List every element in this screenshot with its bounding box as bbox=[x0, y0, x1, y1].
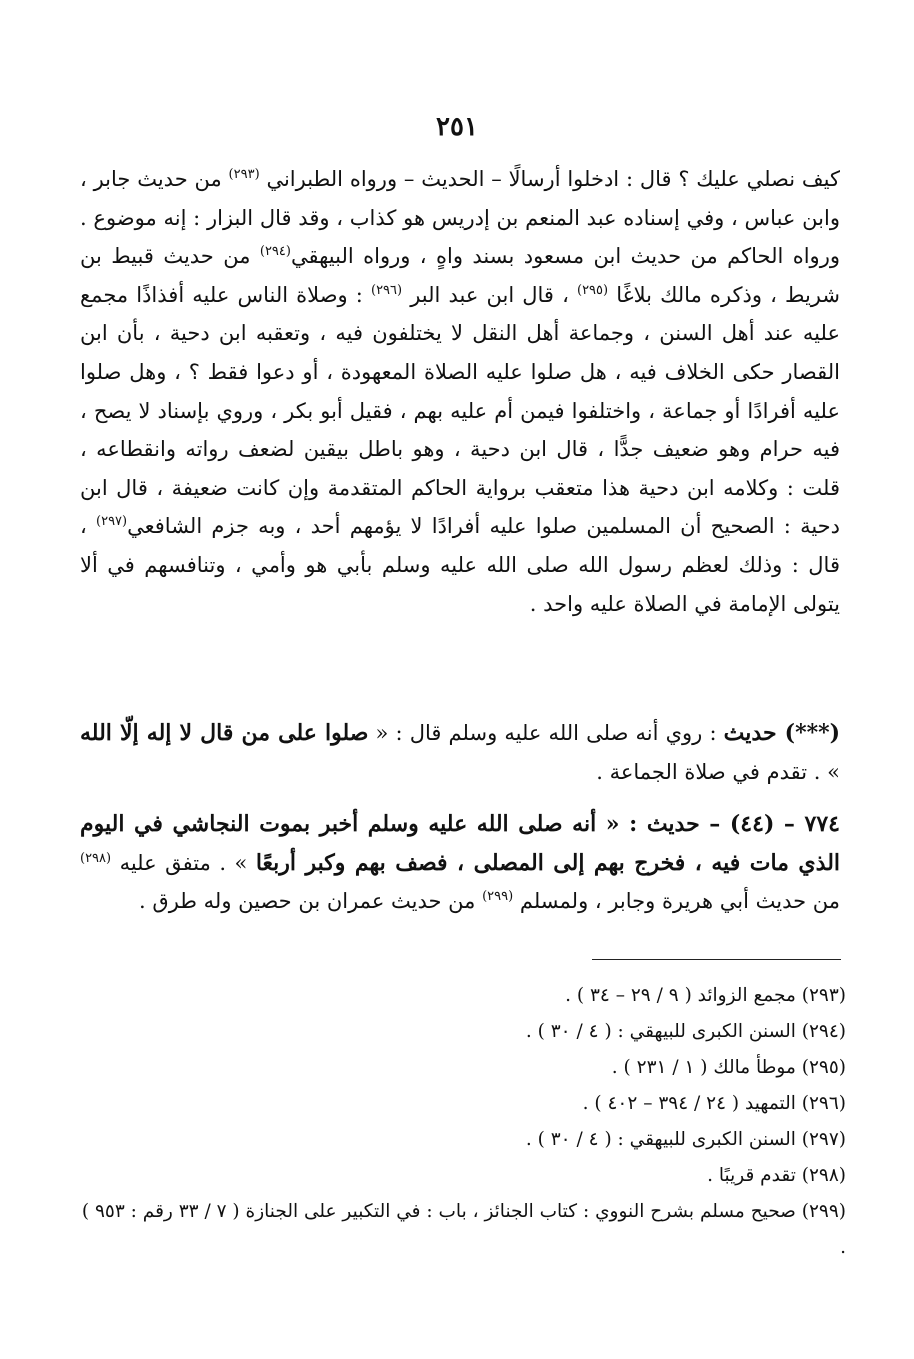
footnote-divider bbox=[592, 959, 841, 960]
text-run: كيف نصلي عليك ؟ قال : ادخلوا أرسالًا – الحديث – ورواه الطبراني bbox=[259, 167, 840, 191]
hadith-quote: أنه صلى الله عليه وسلم أخبر بموت النجاشي في اليوم الذي مات فيه ، فخرج بهم إلى المصلى ، فصف بهم وكبر أربعًا bbox=[80, 811, 841, 876]
text-run: من حديث قبيط بن شريط ، وذكره مالك بلاغًا bbox=[80, 244, 840, 307]
footnote-ref-293: (٢٩٣) bbox=[228, 167, 260, 182]
footnote-number: (٢٩٦) bbox=[801, 1093, 846, 1114]
footnote-299 bbox=[80, 1194, 846, 1266]
text-run: » . متفق عليه bbox=[111, 850, 256, 875]
footnote-number: (٢٩٩) bbox=[801, 1201, 846, 1222]
footnote-text: صحيح مسلم بشرح النووي : كتاب الجنائز ، باب : في التكبير على الجنازة ( ٧ / ٣٣ رقم : ٩٥٣ ) . bbox=[81, 1201, 846, 1258]
paragraph-commentary bbox=[80, 160, 840, 700]
footnote-text: السنن الكبرى للبيهقي : ( ٤ / ٣٠ ) . bbox=[525, 1129, 802, 1150]
main-text bbox=[80, 160, 840, 959]
footnote-text: مجمع الزوائد ( ٩ / ٢٩ – ٣٤ ) . bbox=[565, 985, 802, 1006]
hadith-quote: صلوا على من قال لا إله إلّا الله bbox=[80, 720, 369, 746]
text-run: ، قال : وذلك لعظم رسول الله صلى الله عليه وسلم بأبي هو وأمي ، وتنافسهم في ألا يتولى الإمامة في الصلاة عليه واحد . bbox=[80, 514, 840, 616]
footnote-text: السنن الكبرى للبيهقي : ( ٤ / ٣٠ ) . bbox=[525, 1021, 802, 1042]
text-run: من حديث جابر ، وابن عباس ، وفي إسناده عبد المنعم بن إدريس هو كذاب ، وقد قال البزار : إنه موضوع . ورواه الحاكم من حديث ابن مسعود بسند واهٍ ، ورواه البيهقي bbox=[80, 167, 840, 269]
footnote-number: (٢٩٥) bbox=[801, 1057, 846, 1078]
footnote-ref-295: (٢٩٥) bbox=[576, 282, 609, 298]
footnote-number: (٢٩٨) bbox=[801, 1165, 846, 1186]
footnote-ref-299: (٢٩٩) bbox=[482, 889, 514, 905]
page-number: ٢٥١ bbox=[436, 112, 478, 142]
footnote-text: التمهيد ( ٢٤ / ٣٩٤ – ٤٠٢ ) . bbox=[582, 1093, 802, 1114]
footnote-ref-297: (٢٩٧) bbox=[96, 514, 128, 530]
paragraph-hadith-774 bbox=[80, 805, 840, 959]
footnote-number: (٢٩٣) bbox=[801, 985, 846, 1006]
footnote-number: (٢٩٤) bbox=[801, 1021, 846, 1042]
footnote-295 bbox=[80, 1050, 846, 1086]
footnotes-section bbox=[80, 978, 846, 1266]
footnote-293 bbox=[80, 978, 846, 1014]
footnote-text: موطأ مالك ( ١ / ٢٣١ ) . bbox=[611, 1057, 802, 1078]
footnote-297 bbox=[80, 1122, 846, 1158]
text-run: » . تقدم في صلاة الجماعة . bbox=[596, 759, 840, 784]
footnote-number: (٢٩٧) bbox=[801, 1129, 846, 1150]
hadith-marker: (***) حديث bbox=[723, 720, 840, 746]
text-run: : وصلاة الناس عليه أفذاذًا مجمع عليه عند أهل السنن ، وجماعة أهل النقل لا يختلفون فيه ، وتعقبه ابن دحية ، بأن ابن القصار حكى الخلاف فيه ، هل صلوا عليه الصلاة المعهودة ، أو دعوا فقط ؟ ، وهل صلوا عليه أفرادًا أو جماعة ، واختلفوا فيمن أم عليه بهم ، فقيل أبو بكر ، وروي بإسناد لا يصح ، فيه حرام وهو ضعيف جدًّا ، قال ابن دحية ، وهو باطل بيقين لضعف رواته وانقطاعه ، قلت : وكلامه ابن دحية هذا متعقب برواية الحاكم المتقدمة وإن كانت ضعيفة ، قال ابن دحية : الصحيح أن المسلمين صلوا عليه أفرادًا لا يؤمهم أحد ، وبه جزم الشافعي bbox=[80, 282, 841, 539]
footnote-294 bbox=[80, 1014, 846, 1050]
text-run: : « bbox=[596, 811, 647, 837]
text-run: من حديث عمران بن حصين وله طرق . bbox=[139, 889, 483, 914]
text-run: ، قال ابن عبد البر bbox=[402, 282, 577, 307]
hadith-heading: ٧٧٤ – (٤٤) – حديث bbox=[646, 811, 840, 837]
footnote-ref-298: (٢٩٨) bbox=[80, 850, 112, 866]
footnote-text: تقدم قريبًا . bbox=[707, 1165, 802, 1186]
text-run: : روي أنه صلى الله عليه وسلم قال : « bbox=[368, 721, 724, 745]
footnote-296 bbox=[80, 1086, 846, 1122]
footnote-ref-296: (٢٩٦) bbox=[371, 282, 403, 298]
footnote-ref-294: (٢٩٤) bbox=[259, 244, 291, 260]
footnote-298 bbox=[80, 1158, 846, 1194]
text-run: من حديث أبي هريرة وجابر ، ولمسلم bbox=[513, 889, 840, 914]
paragraph-hadith-reference bbox=[80, 714, 840, 791]
